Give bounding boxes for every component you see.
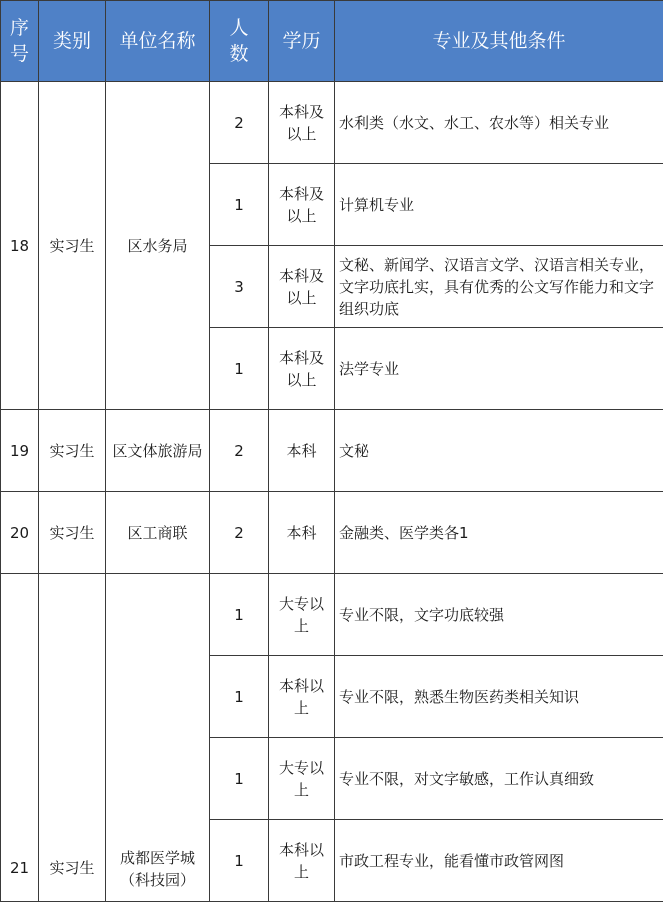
edu-cell: 本科 [269,492,335,574]
count-cell: 1 [210,738,269,820]
edu-cell: 本科及以上 [269,328,335,410]
edu-cell: 大专以上 [269,738,335,820]
table-header [1,1,663,82]
seq-cell: 18 [1,82,39,410]
seq-cell: 20 [1,492,39,574]
edu-cell: 本科及以上 [269,246,335,328]
edu-cell: 本科及以上 [269,164,335,246]
req-cell: 计算机专业 [335,164,663,246]
req-cell: 专业不限，文字功底较强 [335,574,663,656]
header-row [1,1,663,82]
header-type: 类别 [39,1,106,82]
seq-cell: 21 [1,574,39,902]
count-cell: 2 [210,410,269,492]
edu-cell: 本科 [269,410,335,492]
table-row [1,492,663,574]
count-cell: 1 [210,574,269,656]
table-row [1,410,663,492]
count-cell: 1 [210,328,269,410]
req-cell: 市政工程专业，能看懂市政管网图 [335,820,663,902]
req-cell: 文秘 [335,410,663,492]
edu-cell: 本科及以上 [269,82,335,164]
table-row [1,574,663,656]
type-cell: 实习生 [39,574,106,902]
count-cell: 2 [210,492,269,574]
header-req: 专业及其他条件 [335,1,663,82]
type-cell: 实习生 [39,492,106,574]
req-cell: 水利类（水文、水工、农水等）相关专业 [335,82,663,164]
type-cell: 实习生 [39,82,106,410]
req-cell: 金融类、医学类各1 [335,492,663,574]
header-edu: 学历 [269,1,335,82]
unit-cell: 区工商联 [106,492,210,574]
edu-cell: 大专以上 [269,574,335,656]
header-unit: 单位名称 [106,1,210,82]
count-cell: 1 [210,656,269,738]
count-cell: 1 [210,820,269,902]
req-cell: 专业不限，对文字敏感，工作认真细致 [335,738,663,820]
type-cell: 实习生 [39,410,106,492]
count-cell: 1 [210,164,269,246]
table-row [1,82,663,164]
req-cell: 文秘、新闻学、汉语言文学、汉语言相关专业，文字功底扎实，具有优秀的公文写作能力和文字组织功底 [335,246,663,328]
table-body [1,82,663,902]
edu-cell: 本科以上 [269,656,335,738]
req-cell: 专业不限，熟悉生物医药类相关知识 [335,656,663,738]
header-seq: 序号 [1,1,39,82]
count-cell: 2 [210,82,269,164]
unit-cell: 区水务局 [106,82,210,410]
unit-cell: 区文体旅游局 [106,410,210,492]
count-cell: 3 [210,246,269,328]
header-count: 人数 [210,1,269,82]
seq-cell: 19 [1,410,39,492]
edu-cell: 本科以上 [269,820,335,902]
unit-cell: 成都医学城（科技园） [106,574,210,902]
req-cell: 法学专业 [335,328,663,410]
